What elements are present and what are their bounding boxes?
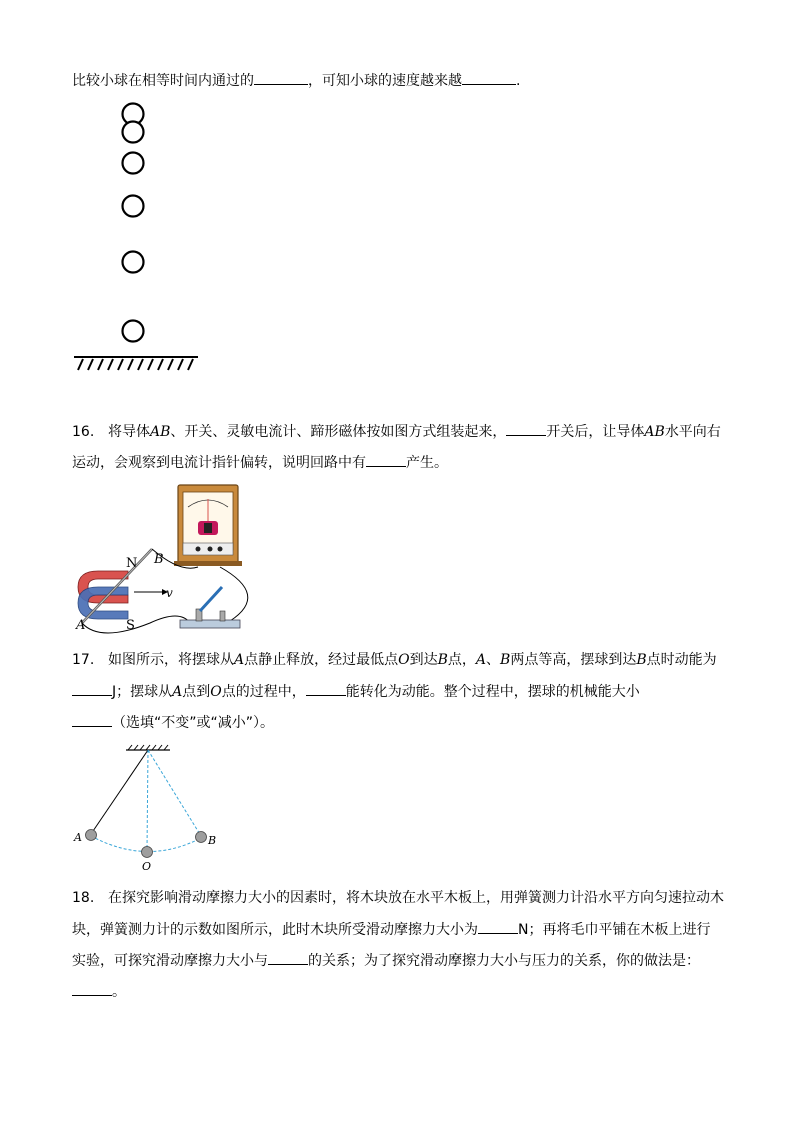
- q16-text: 运动，会观察到电流计指针偏转，说明回路中有: [72, 455, 366, 471]
- var-ab: AB: [150, 424, 171, 440]
- ball: [86, 830, 97, 841]
- q18-text: N；再将毛巾平铺在木板上进行: [518, 922, 711, 938]
- q18-text: 块，弹簧测力计的示数如图所示，此时木块所受滑动摩擦力大小为: [72, 922, 478, 938]
- label-s: S: [126, 618, 135, 633]
- q18-line3: [72, 950, 700, 971]
- ground-hatch: [74, 357, 198, 370]
- q17-line2: [72, 681, 640, 702]
- label-b: B: [208, 834, 217, 847]
- ball: [196, 832, 207, 843]
- q18-line2: [72, 919, 710, 940]
- q15-text-b: ，可知小球的速度越来越: [308, 73, 462, 89]
- q16-line2: [72, 452, 448, 473]
- label-a: A: [76, 618, 86, 633]
- switch-icon: [180, 587, 240, 628]
- q17-text: 点的过程中，: [221, 684, 306, 700]
- q18-text: 。: [112, 984, 126, 1000]
- horseshoe-magnet-icon: [78, 571, 128, 619]
- ball: [123, 122, 144, 143]
- answer-blank[interactable]: [254, 70, 308, 85]
- var-b: B: [500, 652, 511, 668]
- answer-blank[interactable]: [462, 70, 516, 85]
- q17-text: 如图所示，将摆球从: [108, 652, 234, 668]
- q15-line: [72, 70, 520, 91]
- answer-blank[interactable]: [268, 950, 308, 965]
- ball: [123, 153, 144, 174]
- pendulum-figure: [70, 744, 230, 873]
- label-b: B: [154, 552, 164, 567]
- q18-line1: [72, 888, 724, 908]
- q18-line4: [72, 981, 126, 1002]
- answer-blank[interactable]: [478, 919, 518, 934]
- var-o: O: [398, 652, 410, 668]
- ball: [123, 252, 144, 273]
- q16-text: 产生。: [406, 455, 448, 471]
- question-number: 17.: [72, 652, 95, 668]
- q18-text: 在探究影响滑动摩擦力大小的因素时，将木块放在水平木板上，用弹簧测力计沿水平方向匀速拉动木: [108, 890, 724, 906]
- answer-blank[interactable]: [306, 681, 346, 696]
- galvanometer-icon: [174, 485, 242, 566]
- q16-text: 、开关、灵敏电流计、蹄形磁体按如图方式组装起来，: [170, 424, 507, 440]
- var-o: O: [210, 684, 222, 700]
- q17-line3: [72, 712, 274, 733]
- label-v: v: [166, 586, 173, 600]
- var-ab: AB: [644, 424, 665, 440]
- q17-text: 到达: [409, 652, 438, 668]
- q17-text: J；摆球从: [112, 684, 173, 700]
- q18-text: 的关系；为了探究滑动摩擦力大小与压力的关系，你的做法是：: [308, 953, 700, 969]
- q17-text: 点到: [182, 684, 211, 700]
- q17-line1: [72, 650, 717, 670]
- question-number: 16.: [72, 424, 95, 440]
- q15-text-c: .: [516, 73, 521, 89]
- q17-text: 点时动能为: [646, 652, 717, 668]
- q17-text: 两点等高，摆球到达: [510, 652, 637, 668]
- induction-apparatus-figure: [70, 483, 260, 638]
- q16-text: 开关后，让导体: [546, 424, 645, 440]
- var-a: A: [234, 652, 245, 668]
- var-b: B: [437, 652, 448, 668]
- label-n: N: [126, 556, 138, 571]
- var-b: B: [636, 652, 647, 668]
- q18-text: 实验，可探究滑动摩擦力大小与: [72, 953, 268, 969]
- q17-text: （选填“不变”或“减小”）。: [112, 715, 275, 731]
- q17-text: 点，: [447, 652, 476, 668]
- label-o: O: [142, 860, 152, 873]
- q16-text: 水平向右: [664, 424, 721, 440]
- q16-line1: [72, 421, 721, 442]
- var-a: A: [172, 684, 183, 700]
- ball: [123, 196, 144, 217]
- q17-text: 能转化为动能。整个过程中，摆球的机械能大小: [345, 684, 640, 700]
- ball: [142, 847, 153, 858]
- answer-blank[interactable]: [72, 681, 112, 696]
- answer-blank[interactable]: [72, 712, 112, 727]
- answer-blank[interactable]: [506, 421, 546, 436]
- label-a: A: [74, 831, 82, 844]
- answer-blank[interactable]: [366, 452, 406, 467]
- var-a: A: [475, 652, 487, 668]
- q17-text: 点静止释放，经过最低点: [244, 652, 399, 668]
- q15-text-a: 比较小球在相等时间内通过的: [72, 73, 254, 89]
- q17-text: 、: [486, 652, 501, 668]
- answer-blank[interactable]: [72, 981, 112, 996]
- falling-ball-figure: [70, 100, 210, 380]
- q16-text: 将导体: [108, 424, 150, 440]
- question-number: 18.: [72, 890, 95, 906]
- ball: [123, 321, 144, 342]
